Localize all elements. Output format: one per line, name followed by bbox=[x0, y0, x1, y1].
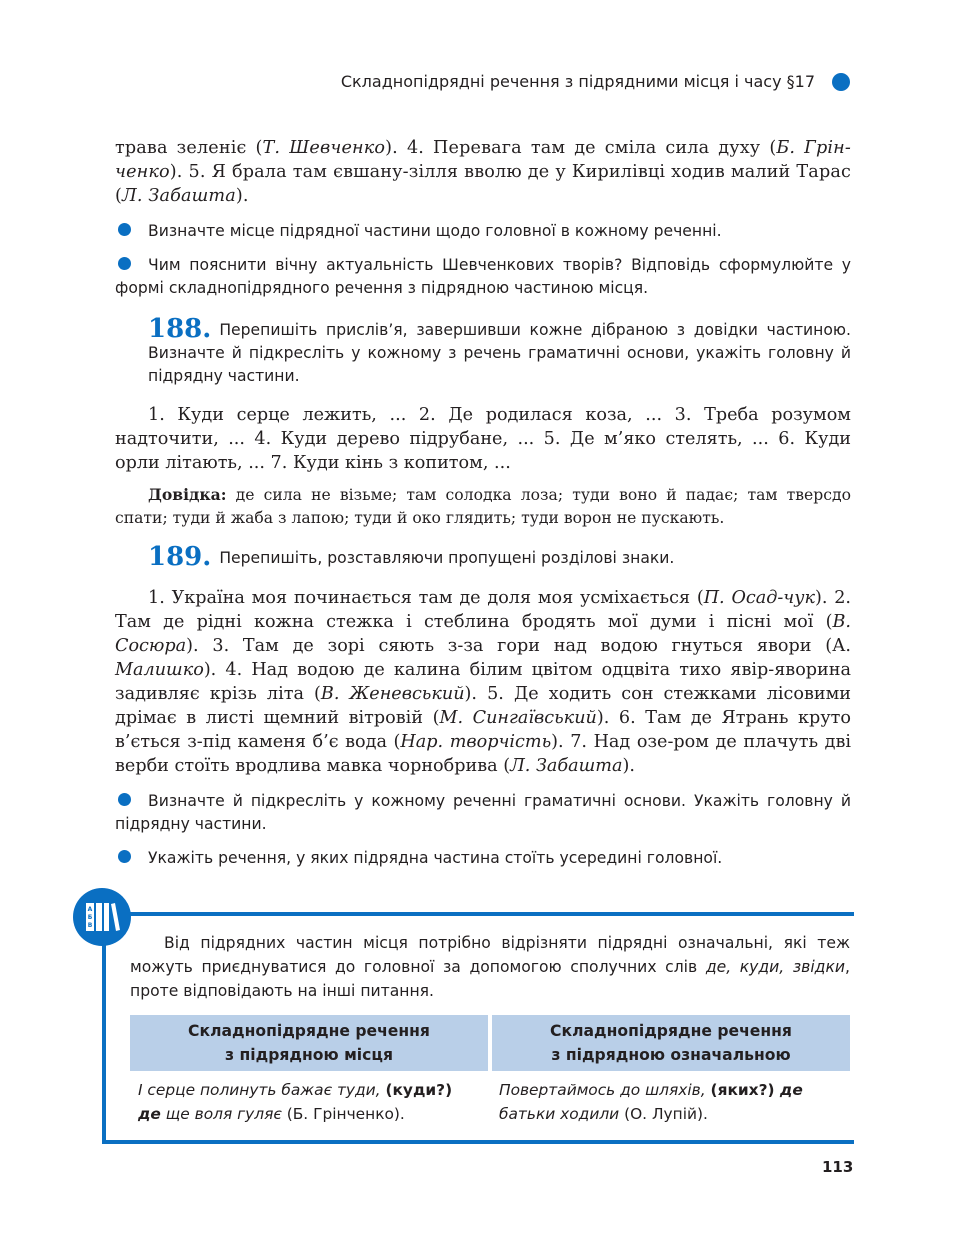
conjunctive-word: де bbox=[138, 1105, 161, 1123]
exercise-188-help bbox=[115, 483, 851, 530]
question: (куди?) bbox=[385, 1081, 453, 1099]
info-text bbox=[130, 931, 850, 1003]
task-text: Чим пояснити вічну актуальність Шевченкових творів? Відповідь сформулюйте у формі складнопідрядного речення з підрядною частиною місця. bbox=[115, 256, 851, 297]
exercise-number: 189. bbox=[148, 542, 212, 572]
table-cell-attributive-example bbox=[499, 1078, 844, 1126]
text-fragment: І серце полинуть бажає туди, bbox=[138, 1081, 386, 1099]
task-item bbox=[115, 790, 851, 836]
author-name: (Б. Грінченко). bbox=[281, 1105, 405, 1123]
header-line: Складнопідрядне речення bbox=[550, 1022, 792, 1040]
table-cell-place-example bbox=[138, 1078, 483, 1126]
help-label: Довідка: bbox=[148, 485, 227, 504]
running-title: Складнопідрядні речення з підрядними місця і часу §17 bbox=[340, 72, 815, 91]
bullet-icon bbox=[118, 793, 131, 806]
text-fragment: , проте відповідають на інші питання. bbox=[130, 958, 850, 1000]
text-fragment: трава зеленіє ( bbox=[115, 138, 263, 158]
task-text: Укажіть речення, у яких підрядна частина стоїть усередині головної. bbox=[148, 849, 723, 867]
text-fragment: ). 5. Я брала там євшану-зілля вволю де у Кирилівці ходив малий Тарас ( bbox=[115, 162, 851, 206]
exercise-188-instruction bbox=[148, 314, 851, 388]
svg-text:А: А bbox=[87, 906, 93, 913]
header-line: з підрядною означальною bbox=[551, 1046, 791, 1064]
text-fragment: ). bbox=[235, 186, 249, 206]
exercise-189-body: 1. Україна моя починається там де доля моя усміхається (П. Осад-чук). 2. Там де рідні кожна стежка і стеблина бродять мої думи і пісні мої (В. Сосюра). 3. Там де зорі сяють з-за гори над водою гнуться явори (А. Малишко). 4. Над водою де калина білим цвітом одцвіта тихо явір-яворина задивляє крізь літа (В. Женевський). 5. Де ходить сон стежками лісовими дрімає в листі щемний вітровій (М. Сингаївський). 6. Там де Ятрань круто в’ється з-під каменя б’є вода (Нар. творчість). 7. Над озе-ром де плачуть дві верби стоїть вродлива мавка чорнобрива (Л. Забашта). bbox=[115, 588, 852, 776]
page-number: 113 bbox=[822, 1158, 854, 1176]
table-header-place bbox=[130, 1015, 488, 1071]
task-item bbox=[115, 847, 851, 870]
bullet-icon bbox=[118, 257, 131, 270]
instruction-text: Перепишіть, розставляючи пропущені розділові знаки. bbox=[219, 549, 675, 567]
text-fragment: Від підрядних частин місця потрібно відрізняти підрядні означальні, які теж можуть приєднуватися до головної за допомогою сполучних слів bbox=[130, 934, 850, 976]
exercise-188-body: 1. Куди серце лежить, ... 2. Де родилася коза, ... 3. Треба розумом надточити, ... 4. Куди дерево підрубане, ... 5. Де м’яко стелять, ... 6. Куди орли літають, ... 7. Куди кінь з копитом, ... bbox=[115, 405, 851, 473]
text-fragment: ще воля гуляє bbox=[160, 1105, 282, 1123]
author-name: Л. Забашта bbox=[122, 186, 236, 206]
continuation-paragraph bbox=[115, 136, 851, 208]
task-item bbox=[115, 254, 851, 300]
conjunctive-word: де bbox=[774, 1081, 803, 1099]
books-icon bbox=[73, 888, 131, 946]
text-fragment: батьки ходили bbox=[499, 1105, 620, 1123]
bullet-icon bbox=[118, 850, 131, 863]
conjunctive-words: де, куди, звідки bbox=[705, 958, 846, 976]
exercise-number: 188. bbox=[148, 314, 212, 344]
svg-text:В: В bbox=[87, 922, 93, 929]
bullet-icon bbox=[118, 223, 131, 236]
task-item bbox=[115, 220, 851, 243]
books-icon-graphic bbox=[82, 900, 122, 934]
question: (яких?) bbox=[710, 1081, 775, 1099]
text-fragment: Повертаймось до шляхів, bbox=[499, 1081, 711, 1099]
instruction-text: Перепишіть прислів’я, завершивши кожне дібраною з довідки частиною. Визначте й підкресліть у кожному з речень граматичні основи, укажіть головну й підрядну частини. bbox=[148, 321, 851, 385]
task-text: Визначте й підкресліть у кожному реченні граматичні основи. Укажіть головну й підрядну частини. bbox=[115, 792, 851, 833]
text-fragment: ). 4. Перевага там де сміла сила духу ( bbox=[385, 138, 777, 158]
header-line: з підрядною місця bbox=[225, 1046, 393, 1064]
help-text: де сила не візьме; там солодка лоза; туди воно й падає; там тверсдо спати; туди й жаба з лапою; туди й око глядить; туди ворон не пускають. bbox=[115, 486, 851, 527]
svg-text:Б: Б bbox=[87, 914, 93, 921]
table-header-attributive bbox=[492, 1015, 850, 1071]
author-name: Б. Грін-ченко bbox=[115, 138, 851, 182]
author-name: (О. Лупій). bbox=[619, 1105, 708, 1123]
author-name: Т. Шевченко bbox=[262, 138, 386, 158]
exercise-189-instruction bbox=[148, 542, 851, 572]
task-text: Визначте місце підрядної частини щодо головної в кожному реченні. bbox=[148, 222, 722, 240]
section-dot-icon bbox=[832, 73, 850, 91]
header-line: Складнопідрядне речення bbox=[188, 1022, 430, 1040]
